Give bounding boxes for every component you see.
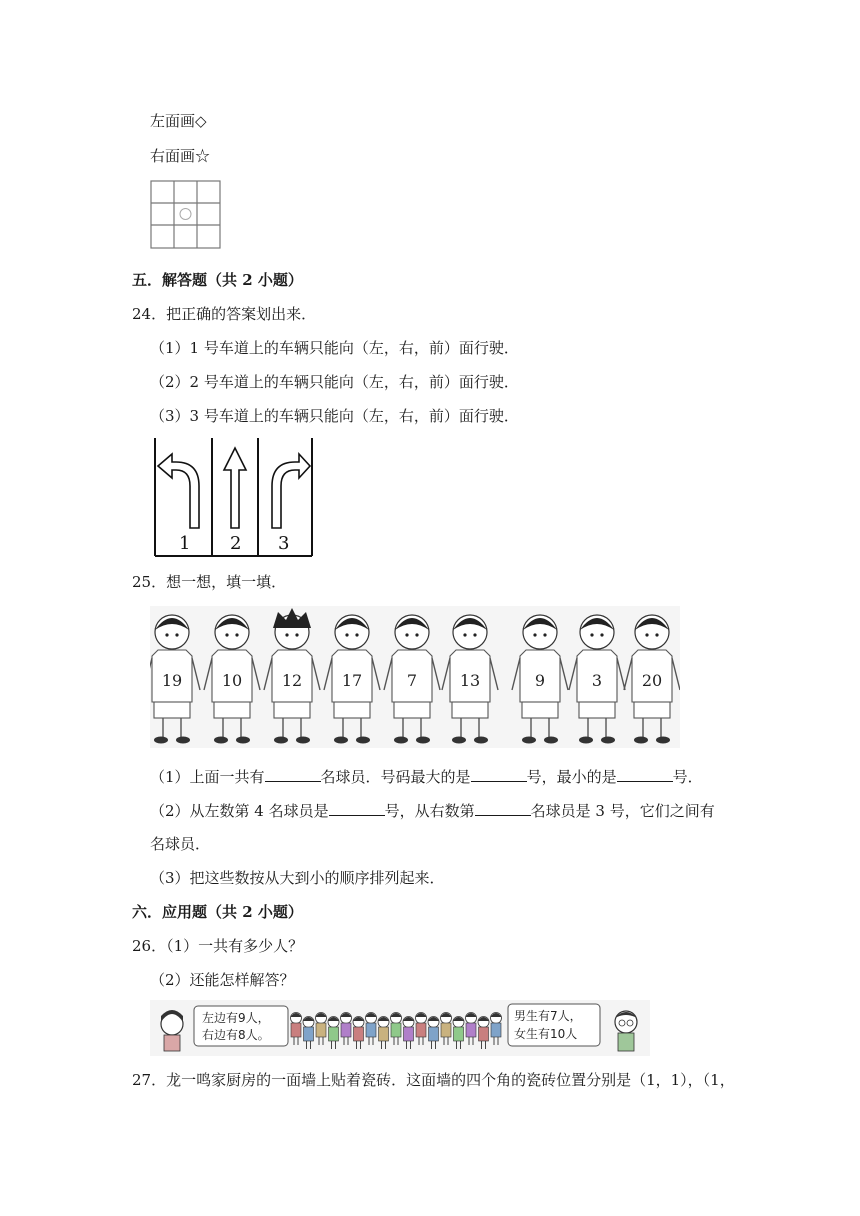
jersey-number: 7 (406, 671, 418, 690)
q24-stem: 24．把正确的答案划出来． (132, 305, 317, 323)
answer-blank[interactable] (471, 766, 527, 782)
q24-item-1: （1）1 号车道上的车辆只能向（左，右，前）面行驶． (150, 339, 519, 357)
answer-blank[interactable] (475, 800, 531, 816)
lane-number-2: 2 (230, 533, 242, 554)
bubble-left-line-1: 左边有9人， (202, 1011, 270, 1025)
lane-number-1: 1 (179, 533, 191, 554)
jersey-number: 19 (161, 671, 183, 690)
right-turn-arrow-icon (272, 454, 310, 528)
left-turn-arrow-icon (158, 454, 199, 528)
bubble-right-line-2: 女生有10人 (514, 1027, 578, 1041)
q25-part1: （1）上面一共有 名球员．号码最大的是 号，最小的是 号． (150, 768, 703, 786)
q25-part2-cont: 名球员． (150, 835, 211, 853)
jersey-number: 12 (281, 671, 303, 690)
three-by-three-grid (150, 180, 222, 250)
q24-item-2: （2）2 号车道上的车辆只能向（左，右，前）面行驶． (150, 373, 519, 391)
q25-part3: （3）把这些数按从大到小的顺序排列起来． (150, 869, 445, 887)
q26-sub2: （2）还能怎样解答？ (150, 971, 295, 989)
jersey-number: 17 (341, 671, 363, 690)
q24-item-3: （3）3 号车道上的车辆只能向（左，右，前）面行驶． (150, 407, 519, 425)
bubble-left-line-2: 右边有8人。 (202, 1028, 270, 1042)
jersey-number: 13 (459, 671, 481, 690)
center-circle-icon (180, 209, 191, 220)
kids-row-illustration (150, 1000, 650, 1056)
right-draw-instruction: 右面画☆ (150, 147, 211, 165)
section5-title: 五．解答题（共 2 小题） (132, 271, 303, 289)
girl-body (164, 1035, 180, 1051)
section6-title: 六．应用题（共 2 小题） (132, 903, 303, 921)
q25-part2: （2）从左数第 4 名球员是 号，从右数第 名球员是 3 号，它们之间有 (150, 802, 715, 820)
q27-stem: 27．龙一鸣家厨房的一面墙上贴着瓷砖．这面墙的四个角的瓷砖位置分别是（1，1），（1， (132, 1071, 735, 1089)
answer-blank[interactable] (617, 766, 673, 782)
left-draw-instruction: 左面画◇ (150, 112, 207, 130)
lane-number-3: 3 (278, 533, 290, 554)
straight-arrow-icon (224, 448, 246, 528)
answer-blank[interactable] (265, 766, 321, 782)
bubble-right-line-1: 男生有7人， (514, 1009, 582, 1023)
lane-arrows-figure (152, 436, 316, 558)
q26-stem: 26．（1）一共有多少人？ (132, 937, 304, 955)
q25-stem: 25．想一想，填一填． (132, 573, 287, 591)
answer-blank[interactable] (329, 800, 385, 816)
boy-body (618, 1033, 634, 1051)
jersey-number: 3 (591, 671, 603, 690)
players-illustration (150, 606, 680, 748)
jersey-number: 9 (534, 671, 546, 690)
jersey-number: 10 (221, 671, 243, 690)
jersey-number: 20 (641, 671, 663, 690)
